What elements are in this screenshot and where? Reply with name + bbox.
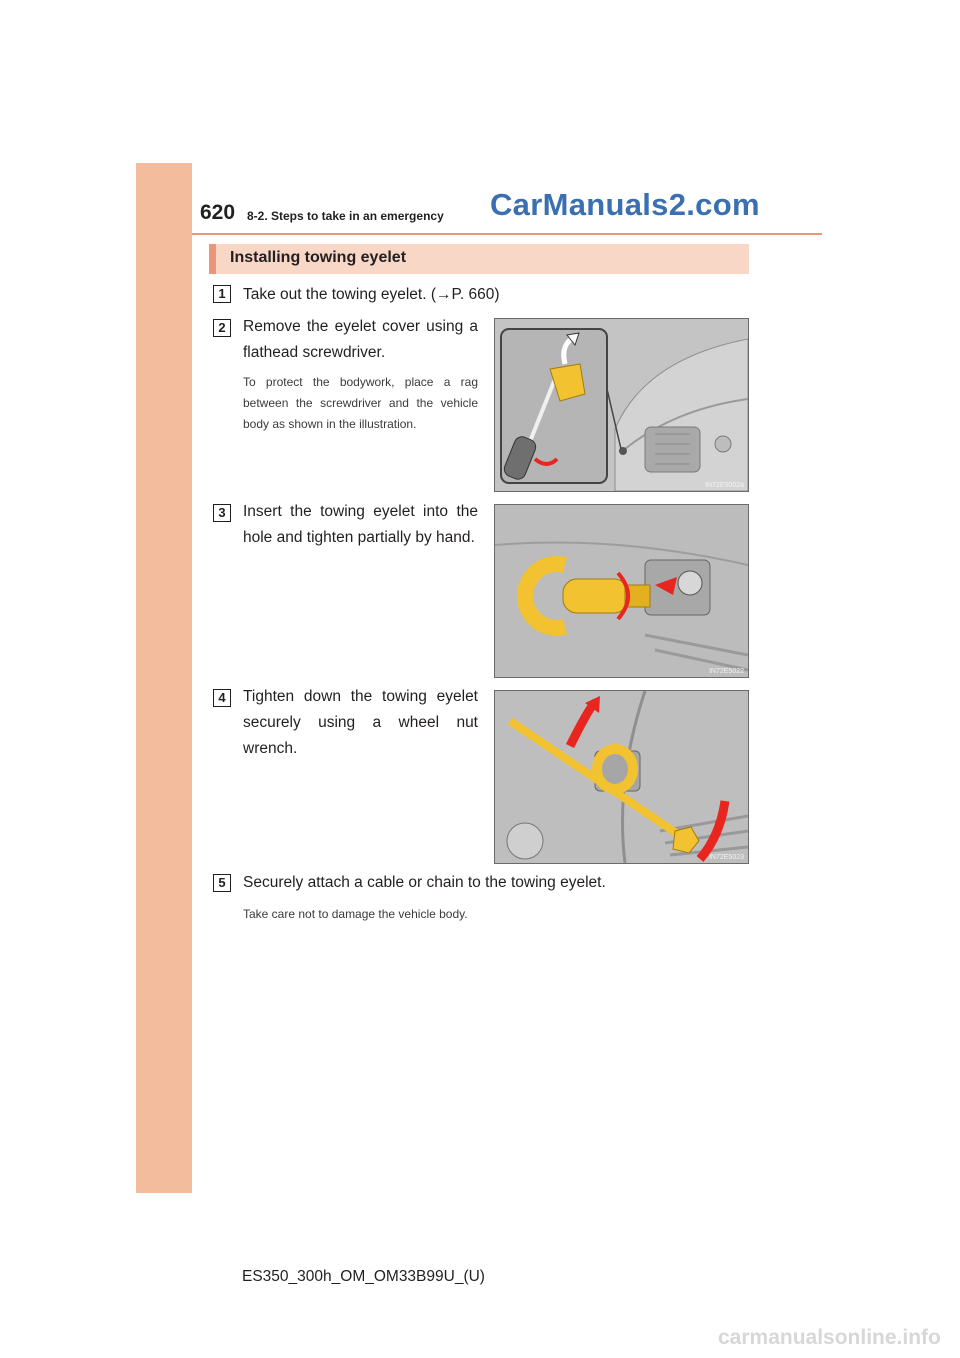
step-5-note: Take care not to damage the vehicle body. — [243, 907, 468, 921]
step-5-number: 5 — [213, 874, 231, 892]
figure-2-code: IN72E5002a — [705, 482, 744, 489]
page-number: 620 — [200, 201, 236, 224]
step-3-text: Insert the towing eyelet into the hole and tighten partially by hand. — [243, 503, 478, 546]
step-4-number: 4 — [213, 689, 231, 707]
step-4-text: Tighten down the towing eyelet securely using a wheel nut wrench. — [243, 688, 478, 757]
step-1-number: 1 — [213, 285, 231, 303]
step-3-number: 3 — [213, 504, 231, 522]
section-title: Installing towing eyelet — [230, 249, 407, 266]
watermark-bottom: carmanualsonline.info — [718, 1326, 941, 1349]
watermark-top: CarManuals2.com — [490, 187, 760, 222]
figure-tighten-eyelet — [494, 690, 749, 864]
step-2-note: To protect the bodywork, place a rag between the screwdriver and the vehicle body as shown in the illustration. — [243, 375, 478, 431]
header-divider — [192, 233, 822, 235]
side-tab — [136, 163, 192, 1193]
step-5-text: Securely attach a cable or chain to the towing eyelet. — [243, 874, 606, 891]
figure-insert-eyelet — [494, 504, 749, 678]
step-2-number: 2 — [213, 319, 231, 337]
figure-3-code: IN72E5022 — [708, 668, 744, 675]
breadcrumb: 8-2. Steps to take in an emergency — [247, 209, 444, 223]
figure-remove-cover — [494, 318, 749, 492]
step-1-text: Take out the towing eyelet. (→P. 660) — [243, 286, 500, 303]
section-header — [209, 244, 749, 274]
model-code-footer: ES350_300h_OM_OM33B99U_(U) — [242, 1268, 485, 1285]
step-2-text: Remove the eyelet cover using a flathead screwdriver. — [243, 318, 478, 361]
figure-4-code: IN72E5023 — [708, 854, 744, 861]
